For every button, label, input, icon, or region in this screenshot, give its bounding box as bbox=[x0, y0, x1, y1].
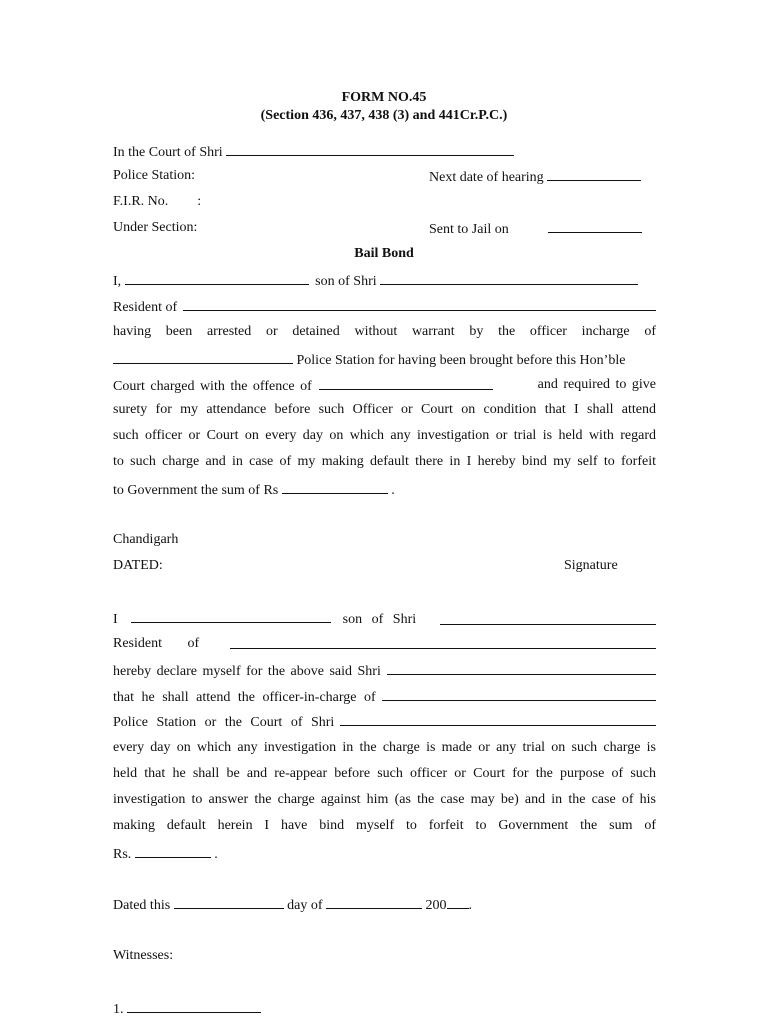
dated-this-line: Dated this day of 200 . bbox=[113, 898, 473, 913]
surety-line-9: making default herein I have bind myself to forfeit to Government the sum of bbox=[113, 818, 656, 833]
place: Chandigarh bbox=[113, 532, 179, 547]
surety-line-6: every day on which any investigation in the charge is made or any trial on such charge is bbox=[113, 740, 656, 755]
month-blank bbox=[326, 896, 422, 909]
surety-amount-blank bbox=[135, 845, 211, 858]
sent-to-jail-line bbox=[429, 220, 642, 238]
next-hearing-label: Next date of hearing bbox=[429, 170, 544, 185]
surety-residence-blank bbox=[230, 636, 656, 649]
bond-line-6: surety for my attendance before such Officer or Court on condition that I shall attend bbox=[113, 402, 656, 417]
bail-bond-title: Bail Bond bbox=[354, 246, 414, 261]
fir-label: F.I.R. No. bbox=[113, 194, 169, 209]
police-station-blank bbox=[113, 351, 293, 364]
surety-line-10: Rs. . bbox=[113, 847, 218, 862]
residence-blank bbox=[183, 298, 656, 311]
surety-father-blank bbox=[440, 612, 656, 625]
year-blank bbox=[447, 896, 469, 909]
bond-line-4: Police Station for having been brought before this Hon’ble bbox=[113, 351, 625, 369]
surety-line-2: Resident of bbox=[113, 636, 656, 652]
officer-blank bbox=[382, 688, 656, 701]
witnesses-label: Witnesses: bbox=[113, 948, 174, 963]
surety-line-3: hereby declare myself for the above said Shri bbox=[113, 662, 656, 680]
bond-line-7: such officer or Court on every day on which any investigation or trial is held with regard bbox=[113, 428, 656, 443]
accused-name-blank bbox=[387, 662, 656, 675]
name-blank bbox=[125, 272, 309, 285]
bond-line-1: I, son of Shri bbox=[113, 272, 638, 290]
surety-line-7: held that he shall be and re-appear before such officer or Court for the purpose of such bbox=[113, 766, 656, 781]
surety-line-8: investigation to answer the charge against him (as the case may be) and in the case of his bbox=[113, 792, 656, 807]
amount-blank bbox=[282, 481, 388, 494]
surety-line-5: Police Station or the Court of Shri bbox=[113, 713, 656, 731]
surety-line-4: that he shall attend the officer-in-charge of bbox=[113, 688, 656, 706]
surety-name-blank bbox=[131, 610, 331, 623]
court-blank bbox=[226, 143, 514, 156]
father-name-blank bbox=[380, 272, 638, 285]
sent-to-jail-blank bbox=[548, 220, 642, 233]
next-hearing-blank bbox=[547, 168, 641, 181]
court-line bbox=[113, 143, 514, 161]
bond-line-9: to Government the sum of Rs . bbox=[113, 483, 395, 498]
bond-line-5: Court charged with the offence of and required to give bbox=[113, 377, 656, 394]
offence-blank bbox=[319, 377, 493, 390]
sent-to-jail-label: Sent to Jail on bbox=[429, 222, 509, 237]
day-blank bbox=[174, 896, 284, 909]
surety-line-1: I son of Shri bbox=[113, 610, 656, 628]
form-number: FORM NO.45 bbox=[341, 90, 427, 105]
court-shri-blank bbox=[340, 713, 656, 726]
next-hearing-line bbox=[429, 168, 641, 186]
signature-label: Signature bbox=[564, 558, 618, 573]
fir-line bbox=[113, 194, 201, 210]
under-section-label: Under Section: bbox=[113, 220, 198, 235]
court-label: In the Court of Shri bbox=[113, 145, 223, 160]
bond-line-8: to such charge and in case of my making default there in I hereby bind my self to forfeit bbox=[113, 454, 656, 469]
bond-line-2: Resident of bbox=[113, 298, 656, 316]
form-section: (Section 436, 437, 438 (3) and 441Cr.P.C.) bbox=[260, 108, 508, 123]
police-station-label: Police Station: bbox=[113, 168, 196, 183]
fir-colon: : bbox=[197, 194, 202, 209]
bond-line-3: having been arrested or detained without warrant by the officer incharge of bbox=[113, 324, 656, 339]
witness-1-blank bbox=[127, 1000, 261, 1013]
witness-1-line: 1. bbox=[113, 1000, 261, 1018]
dated-label: DATED: bbox=[113, 558, 163, 573]
